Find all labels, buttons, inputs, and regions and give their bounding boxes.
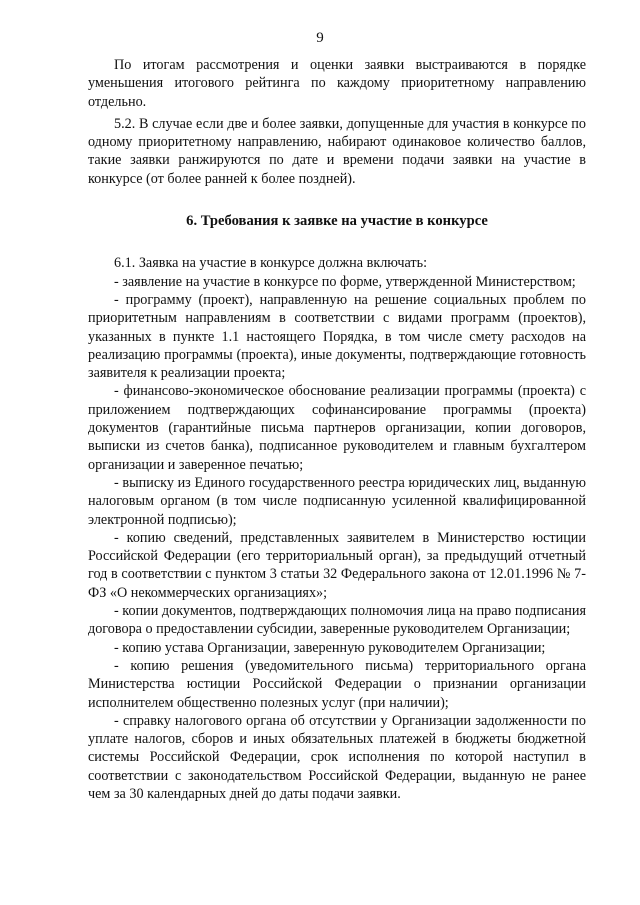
list-item: - копию устава Организации, заверенную руководителем Организации; bbox=[114, 639, 546, 656]
list-item: - копии документов, подтверждающих полномочия лица на право подписания договора о предоставлении субсидии, заверенные руководителем Организации; bbox=[88, 603, 586, 638]
list-item: - справку налогового органа об отсутствии у Организации задолженности по уплате налогов, сборов и иных обязательных платежей в бюджеты бюджетной системы Российской Федерации, срок исполнения по которой наступил в соответствии с законодательством Российской Федерации, выданную не ранее чем за 30 календарных дней до даты подачи заявки. bbox=[88, 712, 586, 802]
document-body bbox=[88, 56, 586, 803]
paragraph-6-1: 6.1. Заявка на участие в конкурсе должна включать: bbox=[114, 255, 428, 272]
list-item: - финансово-экономическое обоснование реализации программы (проекта) с приложением подтверждающих софинансирование программы (проекта) документов (гарантийные письма партнеров организации, копии договоров, выписки из счетов банка), подписанное руководителем и главным бухгалтером организации и заверенное печатью; bbox=[88, 383, 586, 473]
section-heading: 6. Требования к заявке на участие в конкурсе bbox=[186, 213, 488, 230]
list-item: - выписку из Единого государственного реестра юридических лиц, выданную налоговым органом (в том числе подписанную усиленной квалифицированной электронной подписью); bbox=[88, 474, 586, 528]
page-number: 9 bbox=[316, 30, 324, 46]
list-item: - программу (проект), направленную на решение социальных проблем по приоритетным направлениям в соответствии с видами программ (проектов), указанных в пункте 1.1 настоящего Порядка, в том числе смету расходов на реализацию программы (проекта), иные документы, подтверждающие готовность заявителя к реализации проекта; bbox=[88, 291, 586, 382]
list-item: - копию сведений, представленных заявителем в Министерство юстиции Российской Федерации (его территориальный орган), за предыдущий отчетный год в соответствии с пунктом 3 статьи 32 Федерального закона от 12.01.1996 № 7-ФЗ «О некоммерческих организациях»; bbox=[88, 529, 586, 601]
paragraph-ranking: По итогам рассмотрения и оценки заявки выстраиваются в порядке уменьшения итогового рейтинга по каждому приоритетному направлению отдельно. bbox=[88, 57, 586, 110]
list-item: - заявление на участие в конкурсе по форме, утвержденной Министерством; bbox=[114, 273, 576, 290]
paragraph-5-2: 5.2. В случае если две и более заявки, допущенные для участия в конкурсе по одному приоритетному направлению, набирают одинаковое количество баллов, такие заявки ранжируются по дате и времени подачи заявки на участие в конкурсе (от более ранней к более поздней). bbox=[88, 115, 586, 187]
list-item: - копию решения (уведомительного письма) территориального органа Министерства юстиции Российской Федерации о признании организации исполнителем общественно полезных услуг (при наличии); bbox=[88, 657, 586, 711]
